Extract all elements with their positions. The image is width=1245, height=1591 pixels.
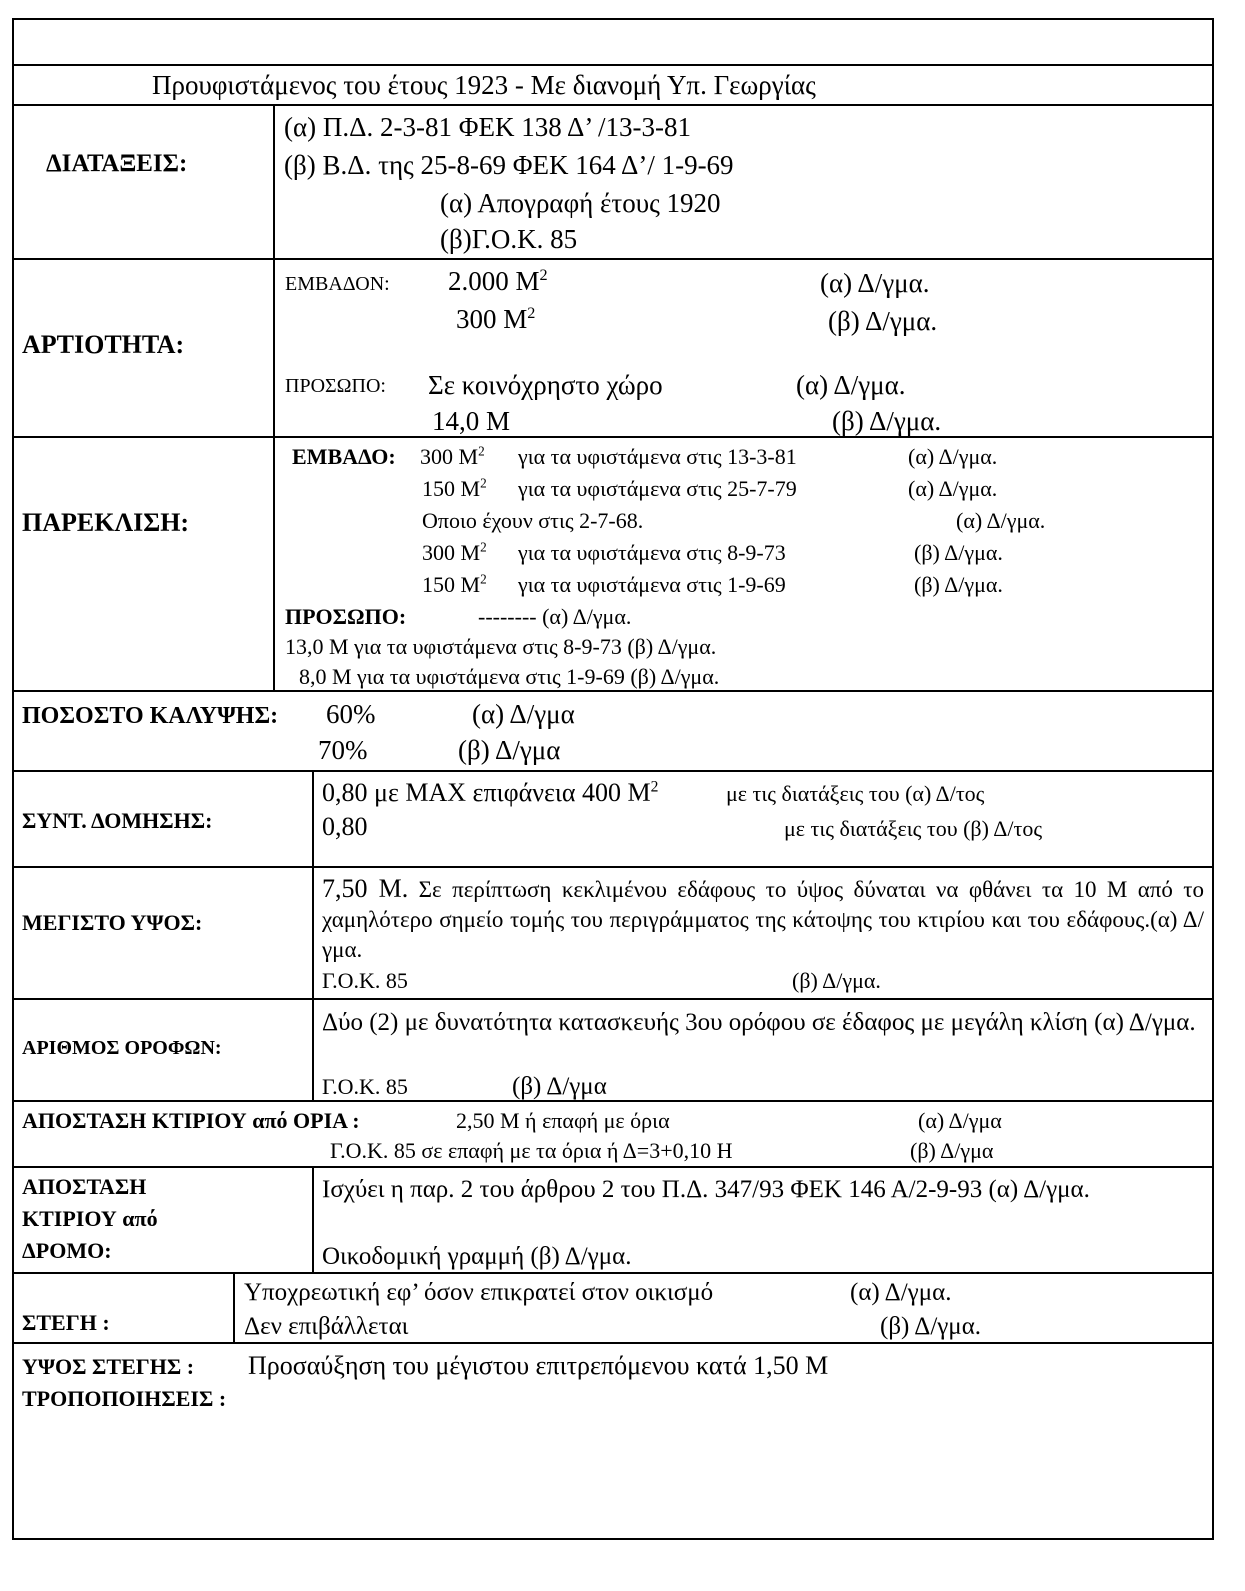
tropopoiiseis-label: ΤΡΟΠΟΠΟΙΗΣΕΙΣ : xyxy=(22,1386,227,1411)
artiotita-row xyxy=(14,258,1212,436)
pososto-row xyxy=(14,690,1212,770)
diataxeis-b: (β) Β.Δ. της 25-8-69 ΦΕΚ 164 Δ’/ 1-9-69 xyxy=(284,150,734,180)
apostasi-dromo-label-1: ΑΠΟΣΤΑΣΗ xyxy=(22,1174,147,1199)
divider xyxy=(312,772,314,866)
stegi-row xyxy=(14,1272,1212,1342)
syntelestis-b-text: με τις διατάξεις του (β) Δ/τος xyxy=(784,816,1043,841)
apostasi-dromo-text: Ισχύει η παρ. 2 του άρθρου 2 του Π.Δ. 347/93 ΦΕΚ 146 Α/2-9-93 (α) Δ/γμα. xyxy=(322,1176,1090,1203)
pareklisi-r4-val: 300 $M^2$ xyxy=(422,539,487,565)
pareklisi-r5-val: 150 $M^2$ xyxy=(422,571,487,597)
pareklisi-prosopo-dash: -------- (α) Δ/γμα. xyxy=(478,604,632,629)
ypsos-label: ΜΕΓΙΣΤΟ ΥΨΟΣ: xyxy=(22,910,203,935)
apostasi-oria-b-text: Γ.Ο.Κ. 85 σε επαφή με τα όρια ή Δ=3+0,10 Η xyxy=(330,1138,733,1163)
syntelestis-a-value: 0,80 με ΜΑΧ επιφάνεια 400 $M^2$ xyxy=(322,778,659,807)
pareklisi-prosopo-line2: 13,0 Μ για τα υφιστάμενα στις 8-9-73 (β) Δ/γμα. xyxy=(285,634,717,659)
ypsos-value: 7,50 Μ. xyxy=(322,874,409,903)
pareklisi-r1-val: 300 $M^2$ xyxy=(420,443,485,469)
diataxeis-row xyxy=(14,104,1212,258)
emvadon-a-ref: (α) Δ/γμα. xyxy=(820,268,930,298)
ypsos-stegis-row xyxy=(14,1342,1212,1540)
orofoi-gok: Γ.Ο.Κ. 85 xyxy=(322,1074,408,1099)
prosopo-b-ref: (β) Δ/γμα. xyxy=(832,406,942,436)
apostasi-oria-label: ΑΠΟΣΤΑΣΗ ΚΤΙΡΙΟΥ από ΟΡΙΑ : xyxy=(22,1108,360,1133)
pososto-a-ref: (α) Δ/γμα xyxy=(472,699,575,729)
pareklisi-r1-txt: για τα υφιστάμενα στις 13-3-81 xyxy=(518,444,797,469)
pareklisi-r1-ref: (α) Δ/γμα. xyxy=(908,444,998,469)
apostasi-oria-b-ref: (β) Δ/γμα xyxy=(910,1138,994,1163)
pareklisi-r5-ref: (β) Δ/γμα. xyxy=(914,572,1003,597)
orofoi-label: ΑΡΙΘΜΟΣ ΟΡΟΦΩΝ: xyxy=(22,1037,222,1059)
diataxeis-a: (α) Π.Δ. 2-3-81 ΦΕΚ 138 Δ’ /13-3-81 xyxy=(284,112,692,142)
syntelestis-label: ΣΥΝΤ. ΔΟΜΗΣΗΣ: xyxy=(22,808,213,833)
stegi-b-text: Δεν επιβάλλεται xyxy=(244,1313,409,1340)
ypsos-text: 7,50 Μ. Σε περίπτωση κεκλιμένου εδάφους το ύψος δύναται να φθάνει τα 10 Μ από το χαμηλότερο σημείο τομής του περιγράμματος της κάτοψης του κτιρίου και του εδάφους.(α) Δ/γμα. xyxy=(322,874,1205,962)
title-row xyxy=(14,64,1212,104)
pososto-b-ref: (β) Δ/γμα xyxy=(458,735,561,765)
empty-header-row xyxy=(14,20,1212,64)
prosopo-a-value: Σε κοινόχρηστο χώρο xyxy=(428,370,663,400)
pareklisi-r3-ref: (α) Δ/γμα. xyxy=(956,508,1046,533)
pareklisi-r4-ref: (β) Δ/γμα. xyxy=(914,540,1003,565)
document-sheet xyxy=(12,18,1214,1540)
emvadon-a-value: 2.000 $M^2$ xyxy=(448,266,548,296)
orofoi-gok-ref: (β) Δ/γμα xyxy=(512,1073,607,1100)
pareklisi-row xyxy=(14,436,1212,690)
ypsos-gok-ref: (β) Δ/γμα. xyxy=(792,968,881,993)
divider xyxy=(312,1000,314,1100)
document-title: Προυφιστάμενος του έτους 1923 - Με διανομή Υπ. Γεωργίας xyxy=(152,70,816,100)
apostasi-oria-a-ref: (α) Δ/γμα xyxy=(918,1108,1002,1133)
divider xyxy=(273,260,275,436)
ypsos-stegis-text: Προσαύξηση του μέγιστου επιτρεπόμενου κατά 1,50 Μ xyxy=(248,1351,829,1380)
pareklisi-r4-txt: για τα υφιστάμενα στις 8-9-73 xyxy=(518,540,786,565)
stegi-b-ref: (β) Δ/γμα. xyxy=(880,1313,982,1340)
pareklisi-r2-val: 150 $M^2$ xyxy=(422,475,487,501)
stegi-a-text: Υποχρεωτική εφ’ όσον επικρατεί στον οικισμό xyxy=(244,1279,714,1306)
syntelestis-b-value: 0,80 xyxy=(322,812,368,841)
emvadon-label: ΕΜΒΑΔΟΝ: xyxy=(285,273,390,295)
divider xyxy=(273,106,275,258)
stegi-a-ref: (α) Δ/γμα. xyxy=(850,1279,952,1306)
emvadon-b-ref: (β) Δ/γμα. xyxy=(828,306,938,336)
ypsos-stegis-label: ΥΨΟΣ ΣΤΕΓΗΣ : xyxy=(22,1354,195,1379)
diataxeis-label: ΔΙΑΤΑΞΕΙΣ: xyxy=(46,150,188,177)
ypsos-row xyxy=(14,866,1212,998)
orofoi-row xyxy=(14,998,1212,1100)
apostasi-dromo-label-3: ΔΡΟΜΟ: xyxy=(22,1238,112,1263)
apostasi-dromo-label-2: ΚΤΙΡΙΟΥ από xyxy=(22,1206,158,1231)
prosopo-b-value: 14,0 Μ xyxy=(432,406,511,436)
syntelestis-row xyxy=(14,770,1212,866)
prosopo-a-ref: (α) Δ/γμα. xyxy=(796,370,906,400)
stegi-label: ΣΤΕΓΗ : xyxy=(22,1310,110,1335)
pososto-label: ΠΟΣΟΣΤΟ ΚΑΛΥΨΗΣ: xyxy=(22,703,279,729)
syntelestis-a-text: με τις διατάξεις του (α) Δ/τος xyxy=(726,781,985,806)
divider xyxy=(273,438,275,690)
divider xyxy=(233,1274,235,1342)
divider xyxy=(312,868,314,998)
emvadon-b-value: 300 $M^2$ xyxy=(456,304,536,334)
orofoi-text: Δύο (2) με δυνατότητα κατασκευής 3ου ορόφου σε έδαφος με μεγάλη κλίση (α) Δ/γμα. xyxy=(322,1009,1196,1036)
pareklisi-emvado-label: ΕΜΒΑΔΟ: xyxy=(292,444,396,469)
pareklisi-r2-txt: για τα υφιστάμενα στις 25-7-79 xyxy=(518,476,797,501)
apostasi-dromo-row xyxy=(14,1166,1212,1272)
pareklisi-prosopo-line3: 8,0 Μ για τα υφιστάμενα στις 1-9-69 (β) Δ/γμα. xyxy=(299,664,720,689)
pareklisi-r3-txt: Οποιο έχουν στις 2-7-68. xyxy=(422,508,644,533)
divider xyxy=(312,1168,314,1272)
pareklisi-r5-txt: για τα υφιστάμενα στις 1-9-69 xyxy=(518,572,786,597)
prosopo-label: ΠΡΟΣΩΠΟ: xyxy=(285,375,386,397)
apostasi-oria-a-text: 2,50 Μ ή επαφή με όρια xyxy=(456,1108,670,1133)
apostasi-dromo-line2: Οικοδομική γραμμή (β) Δ/γμα. xyxy=(322,1243,632,1270)
pareklisi-prosopo-label: ΠΡΟΣΩΠΟ: xyxy=(285,604,407,629)
diataxeis-c: (α) Απογραφή έτους 1920 xyxy=(440,188,721,218)
diataxeis-d: (β)Γ.Ο.Κ. 85 xyxy=(440,224,578,254)
ypsos-gok: Γ.Ο.Κ. 85 xyxy=(322,968,408,993)
pareklisi-r2-ref: (α) Δ/γμα. xyxy=(908,476,998,501)
apostasi-oria-row xyxy=(14,1100,1212,1166)
pososto-a-value: 60% xyxy=(326,699,376,729)
pososto-b-value: 70% xyxy=(318,735,368,765)
pareklisi-label: ΠΑΡΕΚΛΙΣΗ: xyxy=(22,508,190,537)
artiotita-label: ΑΡΤΙΟΤΗΤΑ: xyxy=(22,330,185,359)
